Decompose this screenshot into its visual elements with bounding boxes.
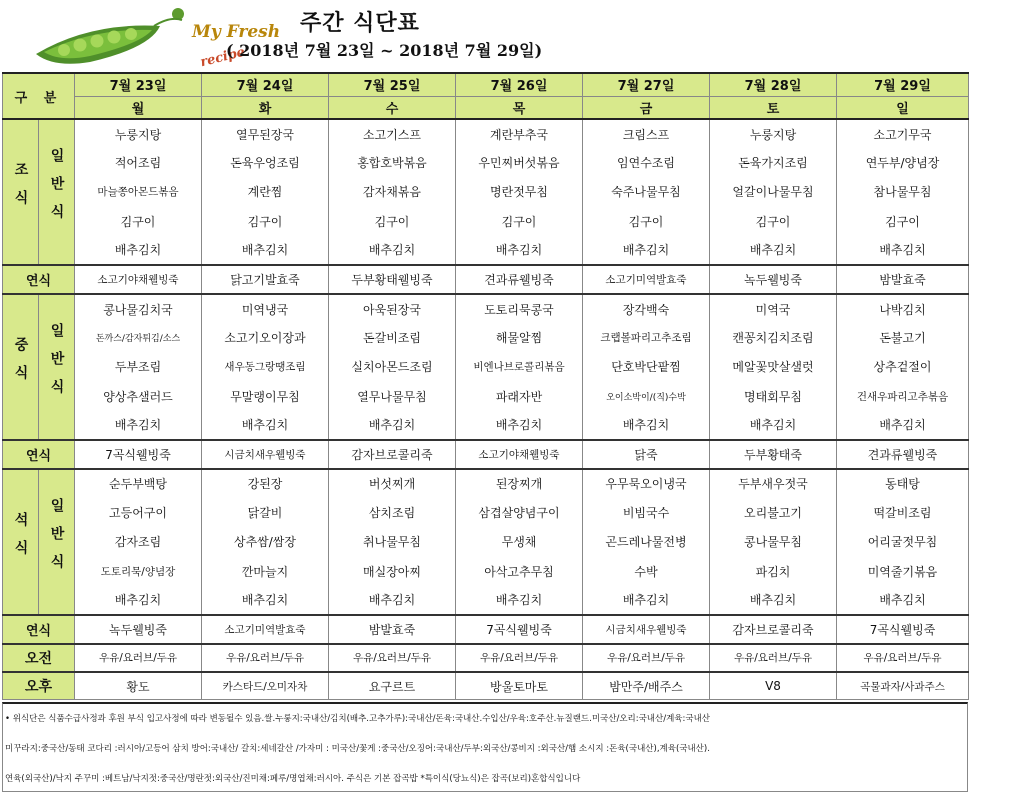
menu-item: 배추김치 [329,236,456,265]
menu-item: 파김치 [710,556,837,585]
note-line: 연육(외국산)/낙지 주꾸미 :베트남/낙지젓:중국산/명란젓:외국산/진미채:페루/명엽채:러시아. 주식은 기본 잡곡밥 *특이식(당뇨식)은 잡곡(보리)혼합식입니다 [5,774,581,784]
menu-item: 어리굴젓무침 [837,527,969,556]
menu-item: 적어조림 [75,148,202,177]
snack-item: 곡물과자/사과주스 [837,672,969,700]
menu-item: 돈불고기 [837,323,969,352]
soft-menu-item: 두부황태죽 [710,440,837,469]
menu-item: 양상추샐러드 [75,382,202,411]
snack-row [3,644,969,672]
soft-menu-item: 두부황태웰빙죽 [329,265,456,294]
menu-item: 미역줄기볶음 [837,556,969,585]
menu-item: 수박 [583,556,710,585]
menu-item: 건새우파리고추볶음 [837,382,969,411]
breakfast-general-cell [39,119,75,265]
menu-item: 우무묵오이냉국 [583,469,710,498]
menu-item: 누룽지탕 [75,119,202,148]
menu-item: 미역냉국 [202,294,329,323]
menu-item: 닭갈비 [202,498,329,527]
soft-menu-item: 녹두웰빙죽 [75,615,202,644]
menu-item: 임연수조림 [583,148,710,177]
day-date: 7월 23일 [75,73,202,96]
lunch-label-cell [3,294,39,440]
menu-item: 매실장아찌 [329,556,456,585]
menu-item: 돈까스/감자튀김/소스 [75,323,202,352]
date-header-row [3,73,969,96]
soft-menu-item: 7곡식웰빙죽 [75,440,202,469]
menu-item: 배추김치 [75,236,202,265]
day-weekday: 수 [329,96,456,119]
menu-item: 취나물무침 [329,527,456,556]
menu-item: 연두부/양념장 [837,148,969,177]
menu-item: 김구이 [837,207,969,236]
menu-item: 열무나물무침 [329,382,456,411]
lunch-general-cell [39,294,75,440]
menu-item: 크림스프 [583,119,710,148]
menu-item: 배추김치 [583,411,710,440]
soft-menu-item: 소고기미역발효죽 [583,265,710,294]
menu-item: 떡갈비조림 [837,498,969,527]
menu-item: 배추김치 [329,411,456,440]
menu-item: 숙주나물무침 [583,177,710,206]
menu-item: 고등어구이 [75,498,202,527]
note-line: 미꾸라지:중국산/동태 코다리 :러시아/고등어 삼치 방어:국내산/ 갈치:세네갈산 /가자미 : 미국산/꽃게 :중국산/오징어:국내산/두부:외국산/콩비지 :외국산/햄 소시지 :돈육(국내산),계육(국내산). [5,744,710,754]
snack-item: 밤만주/배주스 [583,672,710,700]
menu-item: 김구이 [710,207,837,236]
soft-menu-item: 밤발효죽 [837,265,969,294]
menu-item: 무생채 [456,527,583,556]
day-date: 7월 27일 [583,73,710,96]
snack-label: 오전 [3,644,75,672]
menu-item: 깐마늘지 [202,556,329,585]
menu-item: 계란찜 [202,177,329,206]
menu-item: 배추김치 [710,586,837,615]
menu-item: 순두부백탕 [75,469,202,498]
menu-item: 배추김치 [75,411,202,440]
soft-menu-item: 닭고기발효죽 [202,265,329,294]
lunch-menu-row [3,411,969,440]
snack-item: 요구르트 [329,672,456,700]
menu-item: 아욱된장국 [329,294,456,323]
menu-item: 계란부추국 [456,119,583,148]
lunch-general-label: 일반식 [48,322,65,407]
menu-item: 상추겉절이 [837,352,969,381]
lunch-menu-row [3,382,969,411]
menu-item: 김구이 [202,207,329,236]
day-weekday: 토 [710,96,837,119]
soft-menu-item: 감자브로콜리죽 [710,615,837,644]
menu-item: 배추김치 [202,236,329,265]
menu-item: 도토리묵콩국 [456,294,583,323]
menu-item: 두부새우젓국 [710,469,837,498]
menu-item: 크랩볼파리고추조림 [583,323,710,352]
menu-item: 콩나물무침 [710,527,837,556]
dinner-label-cell [3,469,39,615]
menu-item: 배추김치 [837,586,969,615]
breakfast-menu-row [3,148,969,177]
snack-row [3,672,969,700]
dinner-menu-row [3,586,969,615]
breakfast-menu-row [3,207,969,236]
menu-item: 파래자반 [456,382,583,411]
menu-item: 장각백숙 [583,294,710,323]
dinner-soft-row [3,615,969,644]
menu-item: 돈육우엉조림 [202,148,329,177]
breakfast-menu-row [3,177,969,206]
weekday-header-row [3,96,969,119]
soft-menu-item: 견과류웰빙죽 [456,265,583,294]
menu-item: 콩나물김치국 [75,294,202,323]
menu-item: 배추김치 [710,236,837,265]
day-weekday: 일 [837,96,969,119]
breakfast-label-cell [3,119,39,265]
menu-item: 오리불고기 [710,498,837,527]
dinner-menu-row [3,498,969,527]
menu-item: 나박김치 [837,294,969,323]
menu-item: 배추김치 [456,411,583,440]
menu-item: 비빔국수 [583,498,710,527]
snack-item: 카스타드/오미자차 [202,672,329,700]
menu-item: 명태회무침 [710,382,837,411]
soft-menu-item: 닭죽 [583,440,710,469]
menu-item: 열무된장국 [202,119,329,148]
lunch-soft-label: 연식 [3,440,75,469]
soft-menu-item: 녹두웰빙죽 [710,265,837,294]
menu-item: 상추쌈/쌈장 [202,527,329,556]
snack-item: 우유/요러브/두유 [710,644,837,672]
menu-item: 배추김치 [583,586,710,615]
day-weekday: 월 [75,96,202,119]
menu-item: 소고기오이장과 [202,323,329,352]
date-range: ( 2018년 7월 23일 ~ 2018년 7월 29일) [226,41,543,60]
dinner-menu-row [3,556,969,585]
menu-item: 곤드레나물전병 [583,527,710,556]
breakfast-soft-label: 연식 [3,265,75,294]
snack-item: 우유/요러브/두유 [75,644,202,672]
menu-item: 감자채볶음 [329,177,456,206]
menu-item: 해물알찜 [456,323,583,352]
soft-menu-item: 7곡식웰빙죽 [837,615,969,644]
soft-menu-item: 밤발효죽 [329,615,456,644]
day-date: 7월 24일 [202,73,329,96]
menu-item: 캔꽁치김치조림 [710,323,837,352]
menu-item: 김구이 [329,207,456,236]
menu-item: 소고기무국 [837,119,969,148]
menu-item: 배추김치 [456,586,583,615]
menu-item: 단호박단팥찜 [583,352,710,381]
snack-item: 우유/요러브/두유 [583,644,710,672]
menu-item: 우민찌버섯볶음 [456,148,583,177]
menu-item: 오이소박이/(직)수박 [583,382,710,411]
menu-item: 배추김치 [329,586,456,615]
menu-item: 메알꽃맛살샐럿 [710,352,837,381]
snack-label: 오후 [3,672,75,700]
notes-section [2,702,968,792]
soft-menu-item: 7곡식웰빙죽 [456,615,583,644]
lunch-menu-row [3,294,969,323]
menu-item: 김구이 [456,207,583,236]
corner-label: 구 분 [3,73,75,119]
snack-item: 우유/요러브/두유 [837,644,969,672]
lunch-meal-label: 중식 [12,336,29,393]
brand-name: My Fresh [192,22,281,42]
menu-item: 새우동그랑땡조림 [202,352,329,381]
menu-item: 배추김치 [710,411,837,440]
menu-item: 명란젓무침 [456,177,583,206]
breakfast-menu-row [3,236,969,265]
breakfast-meal-label: 조식 [12,161,29,218]
soft-menu-item: 견과류웰빙죽 [837,440,969,469]
menu-item: 도토리묵/양념장 [75,556,202,585]
breakfast-menu-row [3,119,969,148]
dinner-general-cell [39,469,75,615]
menu-item: 무말랭이무침 [202,382,329,411]
menu-item: 돈육가지조림 [710,148,837,177]
dinner-meal-label: 석식 [12,511,29,568]
day-weekday: 금 [583,96,710,119]
dinner-soft-label: 연식 [3,615,75,644]
menu-item: 돈갈비조림 [329,323,456,352]
note-line: • 위식단은 식품수급사정과 후원 부식 입고사정에 따라 변동될수 있음.쌀.누룽지:국내산/김치(배추.고추가루):국내산/돈육:국내산.수입산/우육:호주산.뉴질랜드.미국산/오리:국내산/계육:국내산 [5,714,711,724]
soft-menu-item: 감자브로콜리죽 [329,440,456,469]
menu-item: 강된장 [202,469,329,498]
day-date: 7월 29일 [837,73,969,96]
breakfast-soft-row [3,265,969,294]
menu-item: 동태탕 [837,469,969,498]
dinner-general-label: 일반식 [48,497,65,582]
snack-item: 방울토마토 [456,672,583,700]
menu-item: 참나물무침 [837,177,969,206]
menu-item: 김구이 [583,207,710,236]
day-date: 7월 25일 [329,73,456,96]
menu-item: 된장찌개 [456,469,583,498]
snack-item: 황도 [75,672,202,700]
pea-pod-icon [30,4,190,68]
menu-item: 얼갈이나물무침 [710,177,837,206]
breakfast-general-label: 일반식 [48,147,65,232]
snack-item: V8 [710,672,837,700]
dinner-menu-row [3,469,969,498]
menu-item: 삼치조림 [329,498,456,527]
soft-menu-item: 소고기야채웰빙죽 [75,265,202,294]
menu-item: 버섯찌개 [329,469,456,498]
soft-menu-item: 시금치새우웰빙죽 [202,440,329,469]
weekly-menu-table [2,72,969,700]
menu-item: 삼겹살양념구이 [456,498,583,527]
lunch-menu-row [3,323,969,352]
snack-item: 우유/요러브/두유 [329,644,456,672]
day-weekday: 화 [202,96,329,119]
menu-item: 배추김치 [583,236,710,265]
menu-item: 배추김치 [202,411,329,440]
menu-item: 배추김치 [837,411,969,440]
page-title: 주간 식단표 [300,11,420,36]
menu-item: 김구이 [75,207,202,236]
dinner-menu-row [3,527,969,556]
menu-item: 누룽지탕 [710,119,837,148]
menu-item: 두부조림 [75,352,202,381]
menu-item: 아삭고추무침 [456,556,583,585]
day-weekday: 목 [456,96,583,119]
brand-tagline: recipe [198,44,247,71]
menu-item: 소고기스프 [329,119,456,148]
menu-item: 비엔나브로콜리볶음 [456,352,583,381]
soft-menu-item: 소고기미역발효죽 [202,615,329,644]
day-date: 7월 28일 [710,73,837,96]
page-header [0,0,1024,72]
menu-item: 배추김치 [837,236,969,265]
menu-item: 실치아몬드조림 [329,352,456,381]
lunch-menu-row [3,352,969,381]
menu-item: 배추김치 [202,586,329,615]
snack-item: 우유/요러브/두유 [456,644,583,672]
day-date: 7월 26일 [456,73,583,96]
menu-item: 배추김치 [456,236,583,265]
menu-item: 감자조림 [75,527,202,556]
soft-menu-item: 소고기야채웰빙죽 [456,440,583,469]
menu-item: 미역국 [710,294,837,323]
snack-item: 우유/요러브/두유 [202,644,329,672]
menu-item: 배추김치 [75,586,202,615]
menu-item: 마늘쫑아몬드볶음 [75,177,202,206]
soft-menu-item: 시금치새우웰빙죽 [583,615,710,644]
lunch-soft-row [3,440,969,469]
menu-item: 홍합호박볶음 [329,148,456,177]
